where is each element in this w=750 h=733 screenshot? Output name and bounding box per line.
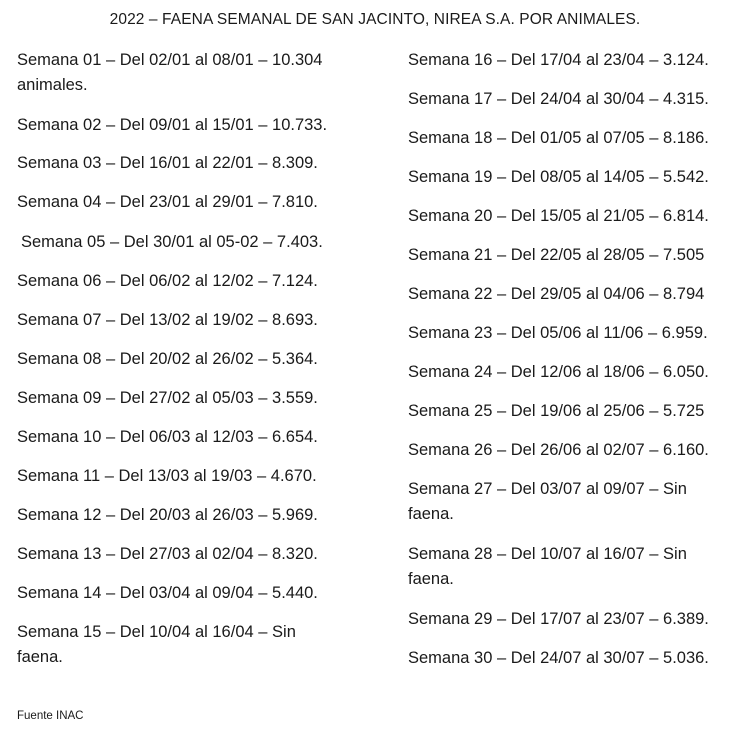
list-item: Semana 08 – Del 20/02 al 26/02 – 5.364. bbox=[17, 350, 318, 368]
list-item: Semana 09 – Del 27/02 al 05/03 – 3.559. bbox=[17, 389, 318, 407]
list-item bbox=[408, 542, 687, 592]
list-item: Semana 10 – Del 06/03 al 12/03 – 6.654. bbox=[17, 428, 318, 446]
list-item bbox=[408, 477, 687, 527]
entry-line: Semana 27 – Del 03/07 al 09/07 – Sin bbox=[408, 480, 687, 498]
list-item: Semana 20 – Del 15/05 al 21/05 – 6.814. bbox=[408, 207, 709, 225]
list-item: Semana 07 – Del 13/02 al 19/02 – 8.693. bbox=[17, 311, 318, 329]
list-item: Semana 21 – Del 22/05 al 28/05 – 7.505 bbox=[408, 246, 705, 264]
list-item: Semana 05 – Del 30/01 al 05-02 – 7.403. bbox=[21, 233, 323, 251]
source-note: Fuente INAC bbox=[17, 710, 84, 722]
entry-line: Semana 01 – Del 02/01 al 08/01 – 10.304 bbox=[17, 51, 323, 69]
entry-line: Semana 15 – Del 10/04 al 16/04 – Sin bbox=[17, 623, 296, 641]
list-item: Semana 18 – Del 01/05 al 07/05 – 8.186. bbox=[408, 129, 709, 147]
page-title: 2022 – FAENA SEMANAL DE SAN JACINTO, NIREA S.A. POR ANIMALES. bbox=[109, 11, 641, 28]
list-item: Semana 19 – Del 08/05 al 14/05 – 5.542. bbox=[408, 168, 709, 186]
entry-continuation: faena. bbox=[408, 505, 454, 523]
list-item: Semana 16 – Del 17/04 al 23/04 – 3.124. bbox=[408, 51, 709, 69]
entry-line: Semana 28 – Del 10/07 al 16/07 – Sin bbox=[408, 545, 687, 563]
list-item: Semana 22 – Del 29/05 al 04/06 – 8.794 bbox=[408, 285, 705, 303]
list-item: Semana 17 – Del 24/04 al 30/04 – 4.315. bbox=[408, 90, 709, 108]
list-item: Semana 02 – Del 09/01 al 15/01 – 10.733. bbox=[17, 116, 328, 134]
list-item: Semana 03 – Del 16/01 al 22/01 – 8.309. bbox=[17, 154, 318, 172]
list-item: Semana 14 – Del 03/04 al 09/04 – 5.440. bbox=[17, 584, 318, 602]
list-item: Semana 13 – Del 27/03 al 02/04 – 8.320. bbox=[17, 545, 318, 563]
list-item: Semana 24 – Del 12/06 al 18/06 – 6.050. bbox=[408, 363, 709, 381]
list-item: Semana 11 – Del 13/03 al 19/03 – 4.670. bbox=[17, 467, 317, 485]
list-item: Semana 04 – Del 23/01 al 29/01 – 7.810. bbox=[17, 193, 318, 211]
list-item: Semana 29 – Del 17/07 al 23/07 – 6.389. bbox=[408, 610, 709, 628]
entry-continuation: animales. bbox=[17, 76, 88, 94]
entry-continuation: faena. bbox=[17, 648, 63, 666]
list-item: Semana 06 – Del 06/02 al 12/02 – 7.124. bbox=[17, 272, 318, 290]
list-item: Semana 23 – Del 05/06 al 11/06 – 6.959. bbox=[408, 324, 708, 342]
list-item: Semana 26 – Del 26/06 al 02/07 – 6.160. bbox=[408, 441, 709, 459]
list-item: Semana 30 – Del 24/07 al 30/07 – 5.036. bbox=[408, 649, 709, 667]
list-item: Semana 25 – Del 19/06 al 25/06 – 5.725 bbox=[408, 402, 705, 420]
list-item bbox=[17, 48, 322, 98]
list-item bbox=[17, 620, 296, 670]
list-item: Semana 12 – Del 20/03 al 26/03 – 5.969. bbox=[17, 506, 318, 524]
entry-continuation: faena. bbox=[408, 570, 454, 588]
